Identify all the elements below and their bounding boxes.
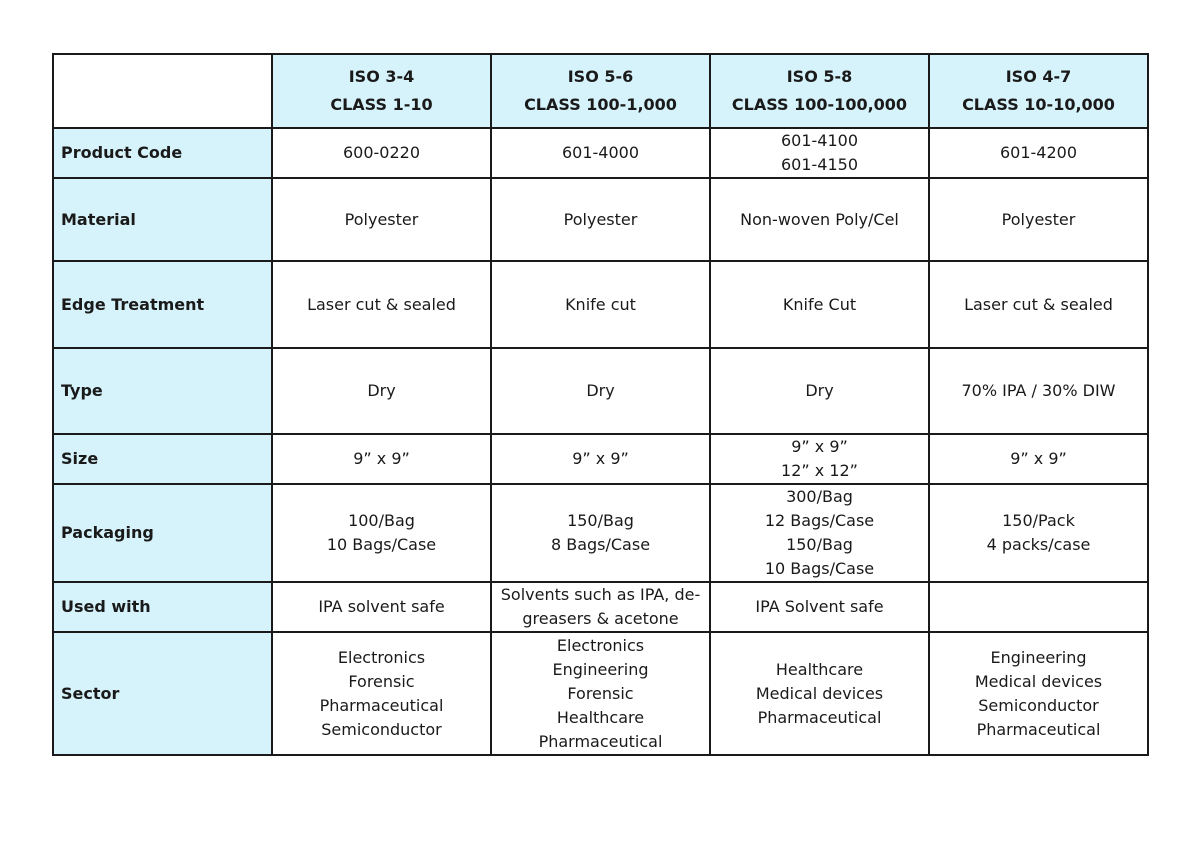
table-cell <box>710 582 929 632</box>
table-cell <box>929 261 1148 348</box>
iso-rating: ISO 4-7 <box>1005 67 1072 86</box>
table-cell <box>929 178 1148 261</box>
cell-text-line: Laser cut & sealed <box>307 294 456 314</box>
class-rating: CLASS 1-10 <box>330 95 433 114</box>
table-cell <box>491 632 710 755</box>
cell-text-line: 150/Bag <box>567 511 634 530</box>
cell-text-line: Pharmaceutical <box>538 731 663 751</box>
table-cell <box>272 632 491 755</box>
table-row <box>53 484 1148 582</box>
table-cell <box>272 178 491 261</box>
iso-rating: ISO 3-4 <box>348 67 415 86</box>
row-label: Packaging <box>53 484 272 582</box>
class-rating: CLASS 10-10,000 <box>962 95 1115 114</box>
cell-text-line: Polyester <box>563 209 638 229</box>
table-cell <box>491 128 710 178</box>
table-row <box>53 178 1148 261</box>
cell-text-line: IPA solvent safe <box>318 597 445 616</box>
cell-text-line: 9” x 9” <box>1010 449 1067 468</box>
table-cell <box>491 582 710 632</box>
table-cell <box>272 484 491 582</box>
cell-text-line: Medical devices <box>755 683 884 703</box>
cell-text-line: Polyester <box>344 209 419 229</box>
row-label: Used with <box>53 582 272 632</box>
cell-text-line: Healthcare <box>556 707 645 727</box>
cell-text-line: 601-4000 <box>561 143 640 162</box>
class-rating: CLASS 100-100,000 <box>731 95 908 114</box>
table-cell <box>272 582 491 632</box>
table-row <box>53 434 1148 484</box>
cell-text-line: 601-4150 <box>780 155 859 174</box>
row-label: Size <box>53 434 272 484</box>
cell-text-line: Dry <box>586 381 615 400</box>
table-row <box>53 632 1148 755</box>
cell-text-line: greasers & acetone <box>522 609 679 628</box>
table-cell <box>710 261 929 348</box>
cell-text-line: 10 Bags/Case <box>764 559 875 578</box>
column-header <box>929 54 1148 128</box>
table-cell <box>491 484 710 582</box>
cell-text-line: Dry <box>367 381 396 400</box>
cell-text-line: Dry <box>805 381 834 400</box>
cell-text-line: 9” x 9” <box>572 449 629 468</box>
table-cell <box>491 261 710 348</box>
cell-text-line: Knife Cut <box>782 294 857 314</box>
table-cell <box>710 434 929 484</box>
cell-text-line: IPA Solvent safe <box>755 597 884 616</box>
cell-text-line: 300/Bag <box>786 487 853 506</box>
cell-text-line: Solvents such as IPA, de- <box>500 585 701 604</box>
table-cell <box>710 178 929 261</box>
table-cell <box>929 434 1148 484</box>
cell-text-line: 9” x 9” <box>791 437 848 456</box>
cell-text-line: 8 Bags/Case <box>550 535 651 554</box>
class-rating: CLASS 100-1,000 <box>524 95 677 114</box>
cell-text-line: 600-0220 <box>342 143 421 162</box>
header-row <box>53 54 1148 128</box>
iso-rating: ISO 5-8 <box>786 67 853 86</box>
table-row <box>53 128 1148 178</box>
cell-text-line: Pharmaceutical <box>976 719 1101 739</box>
cell-text-line: Forensic <box>567 683 634 703</box>
row-label: Sector <box>53 632 272 755</box>
cell-text-line: Laser cut & sealed <box>964 294 1113 314</box>
cell-text-line: Non-woven Poly/Cel <box>740 209 899 229</box>
table-cell <box>491 348 710 434</box>
cell-text-line: 150/Pack <box>1002 511 1075 530</box>
cell-text-line: Engineering <box>552 659 649 679</box>
table-cell <box>272 348 491 434</box>
row-label: Product Code <box>53 128 272 178</box>
cell-text-line: Semiconductor <box>321 719 442 739</box>
cell-text-line: Knife cut <box>565 294 636 314</box>
table-cell <box>491 178 710 261</box>
table-cell <box>272 261 491 348</box>
cell-text-line: 100/Bag <box>348 511 415 530</box>
table-cell <box>272 434 491 484</box>
cell-text-line: 12 Bags/Case <box>764 511 875 530</box>
cell-text-line: Medical devices <box>974 671 1103 691</box>
cell-text-line: 601-4200 <box>999 143 1078 162</box>
cell-text-line: 9” x 9” <box>353 449 410 468</box>
column-header <box>491 54 710 128</box>
row-label: Material <box>53 178 272 261</box>
header-corner-cell <box>53 54 272 128</box>
cell-text-line: Healthcare <box>775 659 864 679</box>
cell-text-line: 12” x 12” <box>781 461 858 480</box>
table-cell <box>929 484 1148 582</box>
cell-text-line: 601-4100 <box>780 131 859 150</box>
cell-text-line: Forensic <box>348 671 415 691</box>
table-cell <box>929 632 1148 755</box>
table-cell <box>710 484 929 582</box>
cell-text-line: 4 packs/case <box>986 535 1091 554</box>
table-cell <box>929 348 1148 434</box>
table-cell <box>929 128 1148 178</box>
table-cell <box>710 128 929 178</box>
table-cell <box>491 434 710 484</box>
table-cell <box>710 348 929 434</box>
table-row <box>53 348 1148 434</box>
table-cell <box>272 128 491 178</box>
cell-text-line: Polyester <box>1001 209 1076 229</box>
cell-text-line: 70% IPA / 30% DIW <box>961 381 1116 400</box>
cell-text-line: 10 Bags/Case <box>326 535 437 554</box>
cell-text-line: Pharmaceutical <box>757 707 882 727</box>
table-cell <box>710 632 929 755</box>
row-label: Type <box>53 348 272 434</box>
table-row <box>53 582 1148 632</box>
cell-text-line: Engineering <box>990 647 1087 667</box>
cell-text-line: Electronics <box>337 647 426 667</box>
row-label: Edge Treatment <box>53 261 272 348</box>
table-body <box>53 128 1148 755</box>
cleanroom-wipes-spec-table <box>52 53 1149 756</box>
cell-text-line: Electronics <box>556 635 645 655</box>
cell-text-line: Pharmaceutical <box>319 695 444 715</box>
cell-text-line: 150/Bag <box>786 535 853 554</box>
table-cell <box>929 582 1148 632</box>
column-header <box>272 54 491 128</box>
cell-text-line: Semiconductor <box>978 695 1099 715</box>
column-header <box>710 54 929 128</box>
iso-rating: ISO 5-6 <box>567 67 634 86</box>
table-row <box>53 261 1148 348</box>
